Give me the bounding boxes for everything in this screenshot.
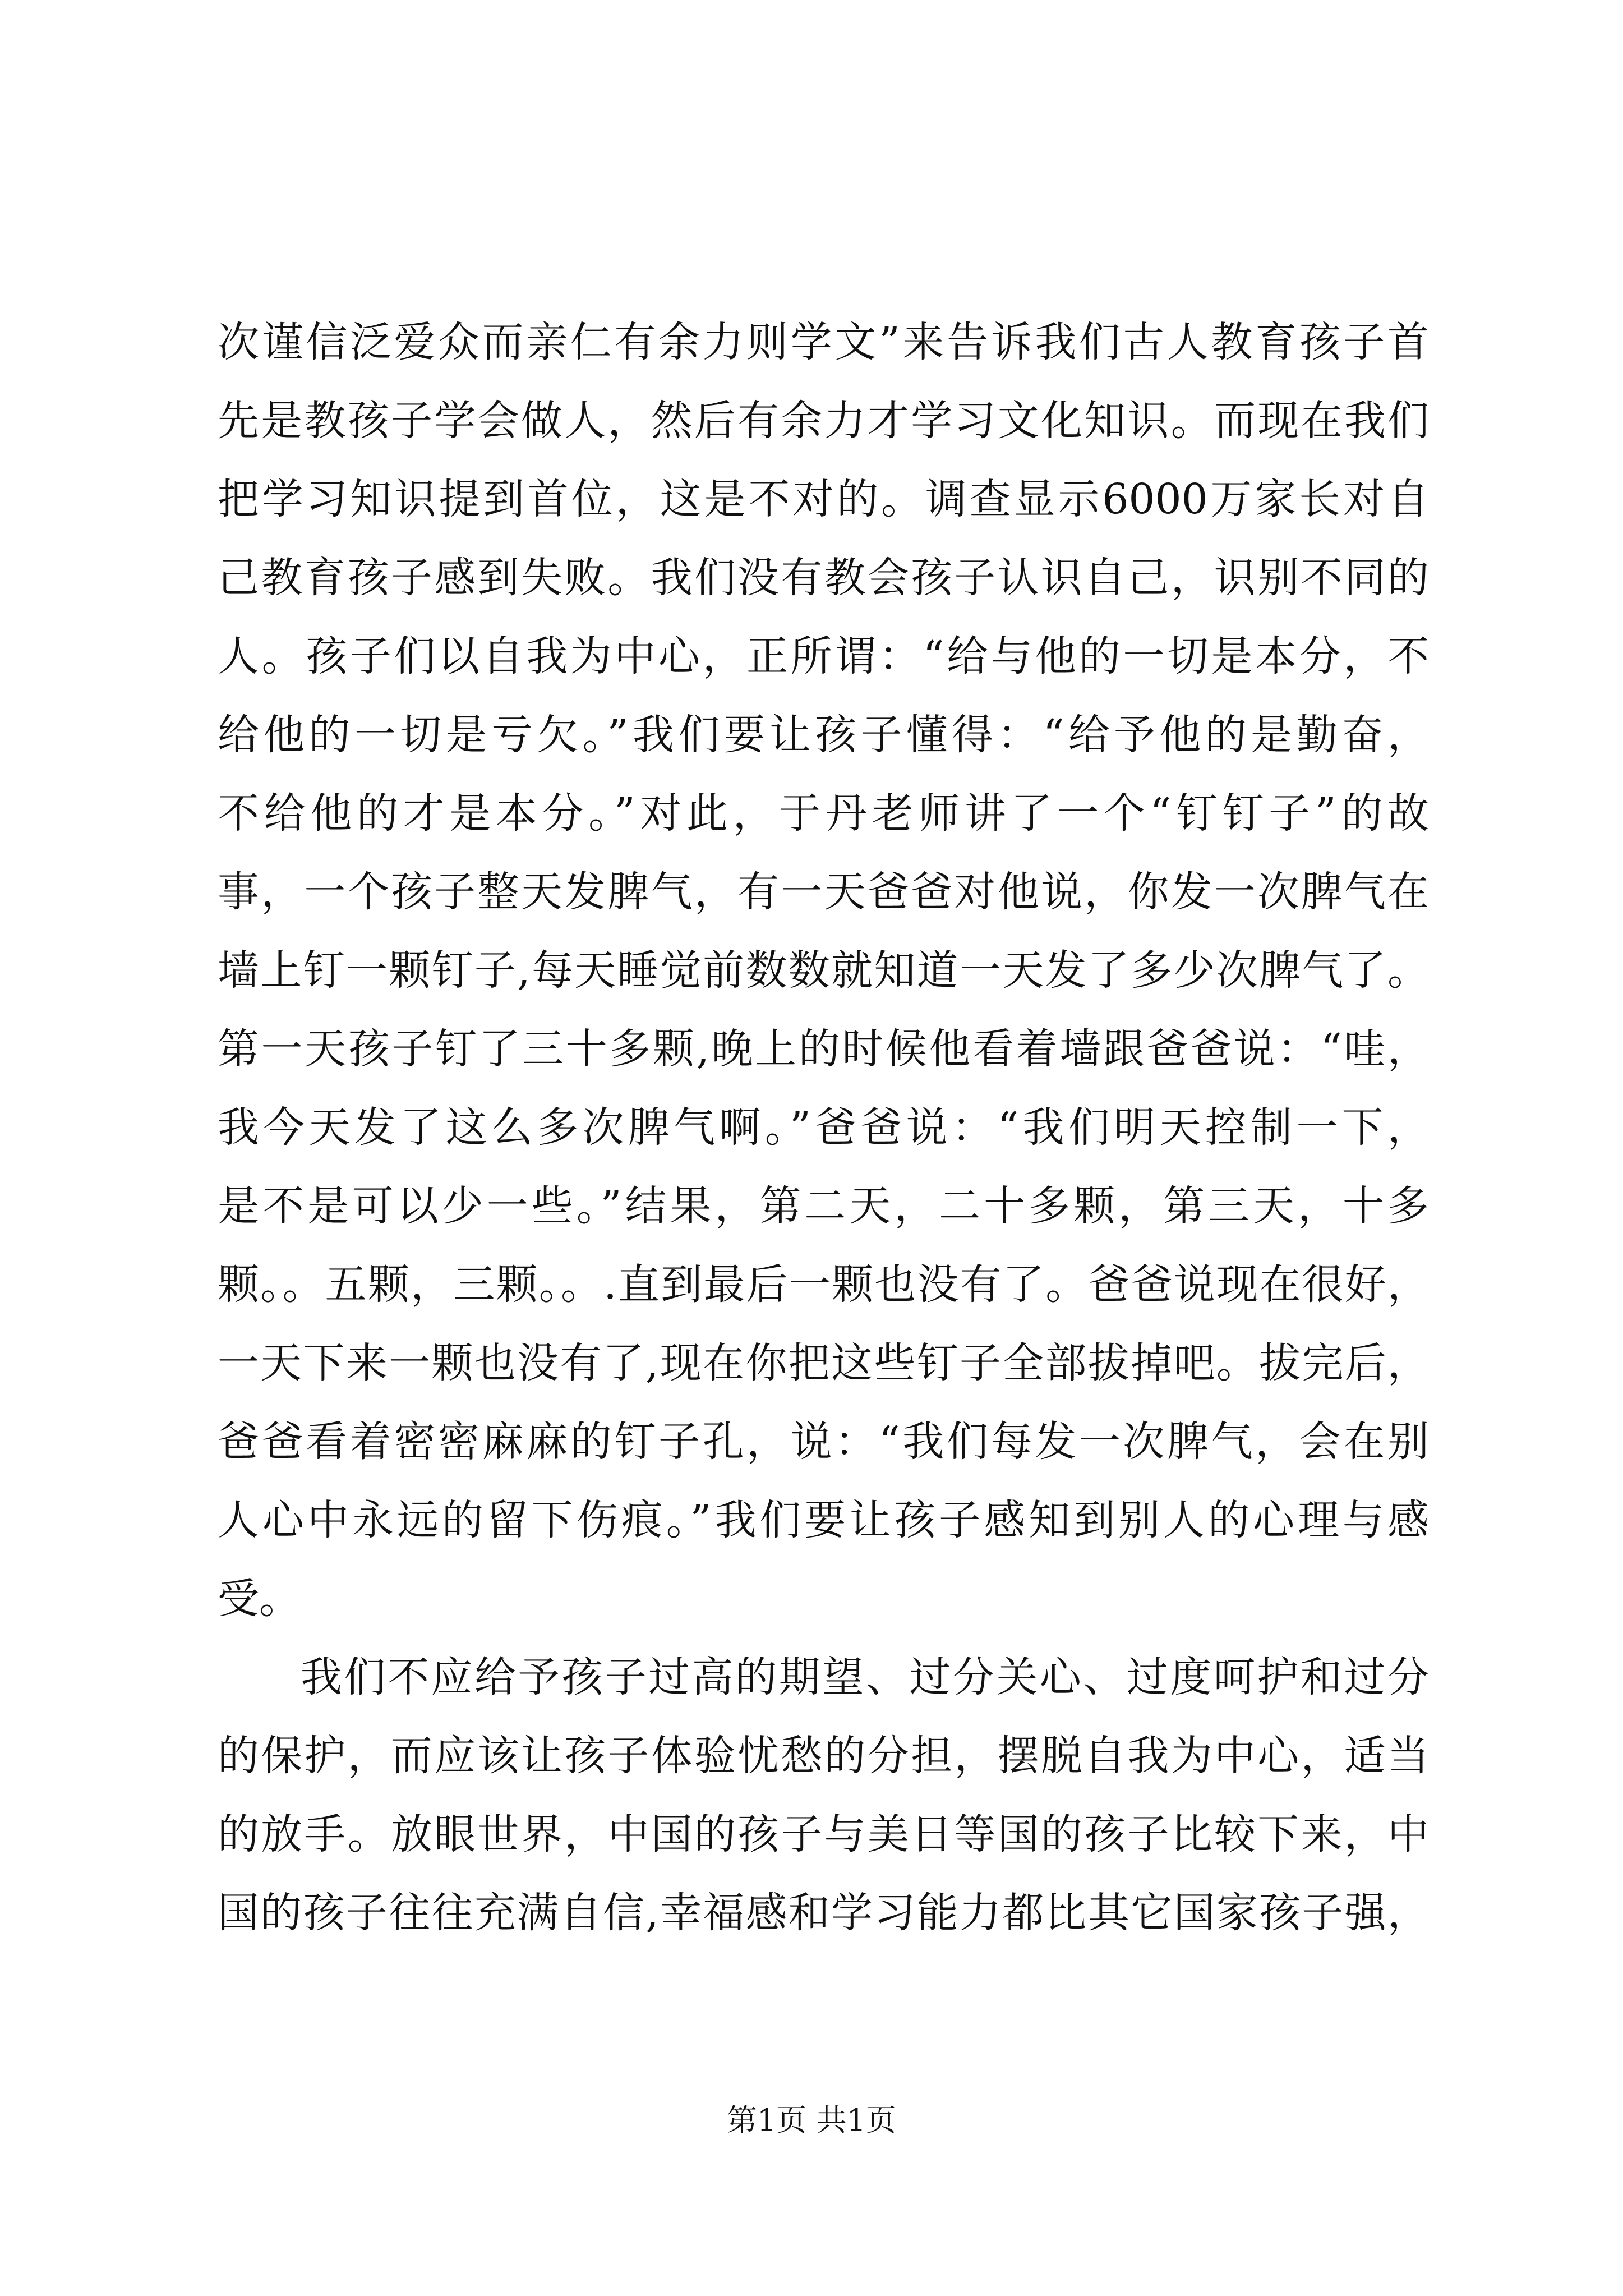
text-line: 我们不应给予孩子过高的期望、过分关心、过度呵护和过分 [301, 1653, 1429, 1701]
text-line: 爸爸看着密密麻麻的钉子孔，说：“我们每发一次脾气，会在别 [218, 1418, 1429, 1466]
body-text [218, 303, 1429, 1952]
text-line: 我今天发了这么多次脾气啊。”爸爸说：“我们明天控制一下， [218, 1103, 1429, 1152]
text-line: 颗。。五颗，三颗。。.直到最后一颗也没有了。爸爸说现在很好， [218, 1260, 1429, 1309]
text-line: 的放手。放眼世界，中国的孩子与美日等国的孩子比较下来，中 [218, 1810, 1429, 1858]
text-line: 第一天孩子钉了三十多颗,晚上的时候他看着墙跟爸爸说：“哇， [218, 1025, 1429, 1073]
text-line: 受。 [218, 1575, 301, 1623]
text-line: 给他的一切是亏欠。”我们要让孩子懂得：“给予他的是勤奋， [218, 711, 1429, 759]
text-line: 墙上钉一颗钉子,每天睡觉前数数就知道一天发了多少次脾气了。 [218, 946, 1429, 995]
text-line: 国的孩子往往充满自信,幸福感和学习能力都比其它国家孩子强， [218, 1889, 1429, 1937]
text-line: 己教育孩子感到失败。我们没有教会孩子认识自己，识别不同的 [218, 554, 1429, 602]
text-line: 把学习知识提到首位，这是不对的。调查显示6000万家长对自 [218, 475, 1429, 523]
text-line: 人心中永远的留下伤痕。”我们要让孩子感知到别人的心理与感 [218, 1496, 1429, 1544]
text-line: 人。孩子们以自我为中心，正所谓：“给与他的一切是本分，不 [218, 632, 1429, 680]
page-footer: 第1页 共1页 [727, 2102, 896, 2138]
text-line: 不给他的才是本分。”对此，于丹老师讲了一个“钉钉子”的故 [218, 789, 1429, 838]
text-line: 的保护，而应该让孩子体验忧愁的分担，摆脱自我为中心，适当 [218, 1732, 1429, 1780]
text-line: 是不是可以少一些。”结果，第二天，二十多颗，第三天，十多 [218, 1182, 1429, 1230]
text-line: 先是教孩子学会做人，然后有余力才学习文化知识。而现在我们 [218, 397, 1429, 445]
text-line: 次谨信泛爱众而亲仁有余力则学文”来告诉我们古人教育孩子首 [218, 318, 1429, 366]
text-line: 事，一个孩子整天发脾气，有一天爸爸对他说，你发一次脾气在 [218, 868, 1429, 916]
text-line: 一天下来一颗也没有了,现在你把这些钉子全部拔掉吧。拔完后， [218, 1339, 1429, 1387]
